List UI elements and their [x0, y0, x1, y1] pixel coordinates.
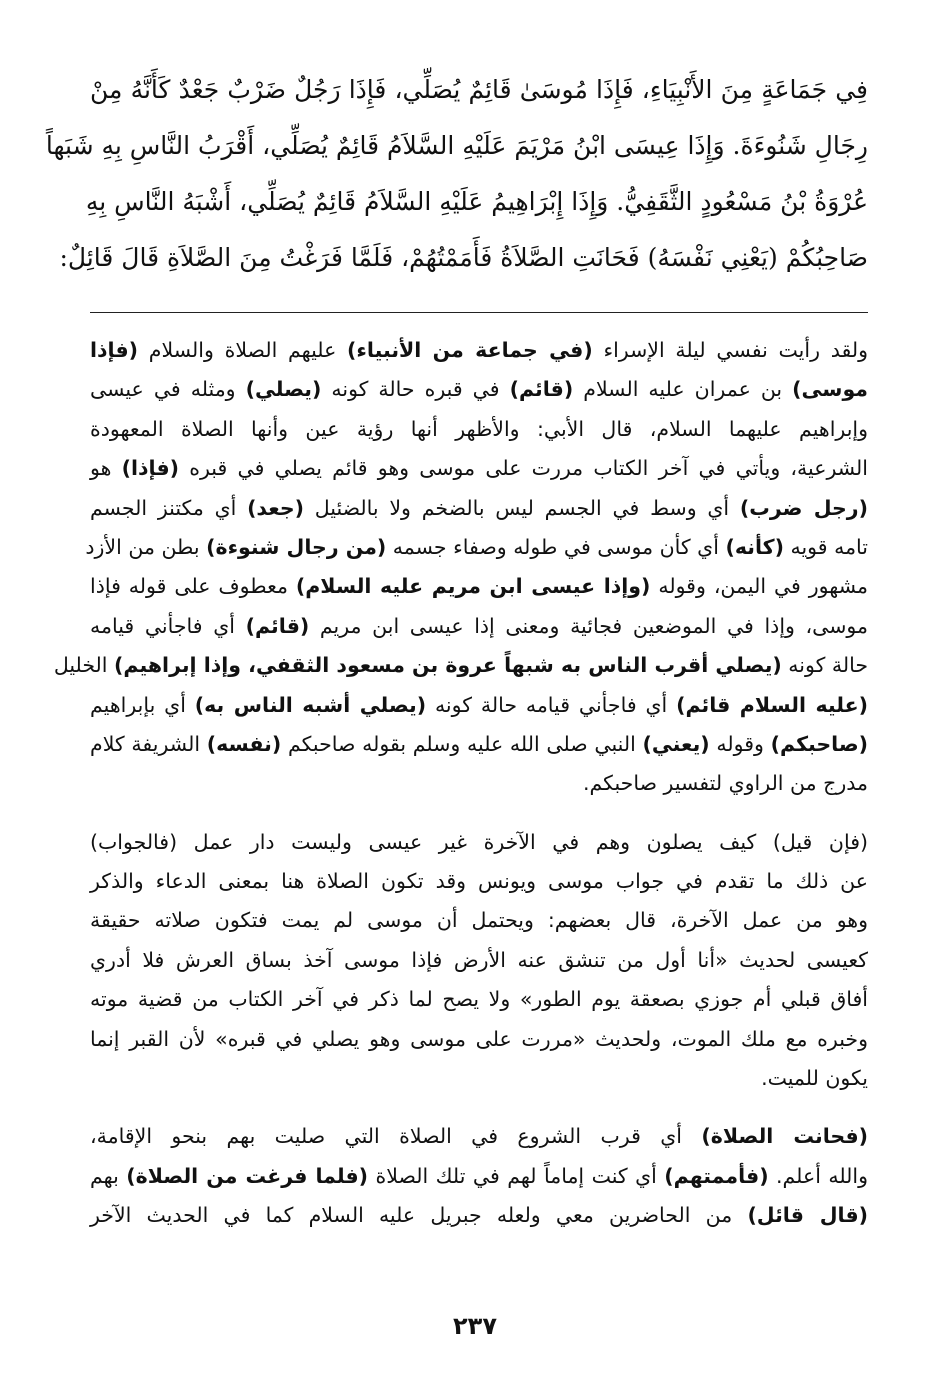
text-run: أي وسط في الجسم ليس بالضخم ولا بالضئيل: [304, 495, 740, 520]
quoted-phrase: (فأممتهم): [664, 1163, 769, 1188]
commentary-line: [90, 686, 868, 725]
text-run: مدرج من الراوي لتفسير صاحبكم.: [583, 771, 868, 796]
quoted-phrase: (جعد): [247, 495, 304, 520]
quoted-phrase: (من رجال شنوءة): [206, 534, 387, 559]
text-run: ومثله في عيسى: [90, 377, 246, 402]
text-run: وقوله: [709, 731, 771, 756]
text-run: في قبره حالة كونه: [321, 377, 510, 402]
quoted-phrase: (فلما فرغت من الصلاة): [126, 1163, 369, 1188]
commentary-line: [90, 1117, 868, 1156]
hadith-line: عُرْوَةُ بْنُ مَسْعُودٍ الثَّقَفِيُّ. وَإِذَا إِبْرَاهِيمُ عَلَيْهِ السَّلاَمُ قَائِمٌ يُصَلِّي، أَشْبَهُ النَّاسِ بِهِ: [85, 187, 868, 216]
paragraph-gap: [90, 804, 868, 823]
quoted-phrase: (قائم): [245, 613, 310, 638]
commentary-paragraph-2: [90, 823, 868, 1099]
commentary: [53, 331, 869, 1236]
quoted-phrase: (يصلي): [245, 377, 322, 402]
commentary-line: وهو من عمل الآخرة، قال بعضهم: ويحتمل أن موسى لم يمت فتكون صلاته حقيقة: [90, 908, 868, 933]
quoted-phrase: (وإذا عيسى ابن مريم عليه السلام): [295, 574, 651, 599]
text-run: حالة كونه: [781, 653, 868, 678]
text-run: أي فاجأني قيامه حالة كونه: [426, 692, 677, 717]
quoted-phrase: موسى): [792, 377, 868, 402]
text-run: الخليل: [53, 653, 115, 678]
commentary-paragraph-3: [90, 1117, 868, 1235]
text-run: أي فاجأني قيامه: [90, 613, 246, 638]
quoted-phrase: (كأنه): [725, 534, 784, 559]
hadith-line: صَاحِبُكُمْ (يَعْنِي نَفْسَهُ) فَحَانَتِ الصَّلاَةُ فَأَمَمْتُهُمْ، فَلَمَّا فَرَغْتُ مِنَ الصَّلاَةِ قَالَ قَائِلٌ:: [59, 243, 868, 272]
commentary-line: [90, 567, 868, 606]
commentary-line: [90, 725, 868, 764]
text-run: معطوف على قوله فإذا: [90, 574, 296, 599]
text-run: والله أعلم.: [768, 1163, 868, 1188]
commentary-line: (فإن قيل) كيف يصلون وهم في الآخرة غير عيسى وليست دار عمل (فالجواب): [90, 829, 868, 854]
quoted-phrase: (نفسه): [206, 731, 282, 756]
quoted-phrase: (قال قائل): [747, 1203, 869, 1228]
commentary-line: [90, 1157, 868, 1196]
commentary-line: يكون للميت.: [761, 1066, 868, 1091]
hadith-line: رِجَالِ شَنُوءَةَ. وَإِذَا عِيسَى ابْنُ مَرْيَمَ عَلَيْهِ السَّلاَمُ قَائِمٌ يُصَلِّي، أَقْرَبُ النَّاسِ بِهِ شَبَهاً: [45, 131, 868, 160]
text-run: بهم: [90, 1163, 127, 1188]
quoted-phrase: (صاحبكم): [770, 731, 869, 756]
commentary-line: [85, 528, 868, 567]
quoted-phrase: (رجل ضرب): [739, 495, 868, 520]
text-run: بطن من الأزد: [85, 534, 207, 559]
text-run: أي كنت إماماً لهم في تلك الصلاة: [368, 1163, 665, 1188]
quoted-phrase: (فإذا: [90, 338, 139, 362]
commentary-line: [90, 489, 868, 528]
paragraph-gap: [90, 1098, 868, 1117]
text-run: أي كأن موسى في طوله وصفاء جسمه: [386, 534, 726, 559]
commentary-line: [90, 370, 868, 409]
text-run: الشرعية، ويأتي في آخر الكتاب مررت على موسى وهو قائم يصلي في قبره: [179, 456, 868, 481]
text-run: أي مكتنز الجسم: [90, 495, 248, 520]
text-run: تامه قويه: [783, 534, 868, 559]
section-divider: [90, 312, 868, 313]
commentary-line: [53, 646, 868, 685]
text-run: هو: [90, 456, 122, 481]
text-run: أي بإبراهيم: [90, 692, 195, 717]
hadith-line: فِي جَمَاعَةٍ مِنَ الأَنْبِيَاءِ، فَإِذَا مُوسَىٰ قَائِمٌ يُصَلِّي، فَإِذَا رَجُلٌ ضَرْبٌ جَعْدٌ كَأَنَّهُ مِنْ: [90, 75, 868, 104]
text-run: موسى، وإذا في الموضعين فجائية ومعنى إذا عيسى ابن مريم: [309, 613, 868, 638]
text-run: عليهم الصلاة والسلام: [138, 338, 348, 362]
text-run: بن عمران عليه السلام: [573, 377, 793, 402]
quoted-phrase: (يعني): [642, 731, 710, 756]
commentary-line: [90, 1196, 868, 1235]
commentary-line: [90, 449, 868, 488]
quoted-phrase: (يصلي أشبه الناس به): [194, 692, 427, 717]
quoted-phrase: (فحانت الصلاة): [701, 1124, 868, 1149]
commentary-line: أفاق قبلي أم جوزي بصعقة يوم الطور» ولا يصح لما ذكر في آخر الكتاب من قضية موته: [90, 987, 868, 1012]
commentary-line: [90, 331, 868, 370]
commentary-line: عن ذلك ما تقدم في جواب موسى ويونس وقد تكون الصلاة هنا بمعنى الدعاء والذكر: [90, 869, 868, 894]
text-run: الشريفة كلام: [90, 731, 207, 756]
commentary-paragraph-1: [53, 331, 869, 804]
hadith-text: [45, 62, 868, 286]
quoted-phrase: (قائم): [509, 377, 574, 402]
commentary-line: [90, 764, 868, 803]
text-run: أي قرب الشروع في الصلاة التي صليت بهم بنحو الإقامة،: [90, 1124, 702, 1149]
page-number: ٢٣٧: [453, 1312, 497, 1340]
commentary-line: كعيسى لحديث «أنا أول من تنشق عنه الأرض فإذا موسى آخذ بساق العرش فلا أدري: [90, 947, 868, 972]
commentary-line: [90, 607, 868, 646]
text-run: من الحاضرين معي ولعله جبريل عليه السلام كما في الحديث الآخر: [90, 1203, 748, 1228]
quoted-phrase: (يصلي أقرب الناس به شبهاً عروة بن مسعود الثقفي، وإذا إبراهيم): [114, 653, 782, 678]
text-run: وإبراهيم عليهما السلام، قال الأبي: والأظهر أنها رؤية عين وأنها الصلاة المعهودة: [90, 416, 868, 441]
quoted-phrase: (في جماعة من الأنبياء): [347, 338, 593, 362]
text-run: النبي صلى الله عليه وسلم بقوله صاحبكم: [281, 731, 643, 756]
commentary-line: [90, 410, 868, 449]
quoted-phrase: (عليه السلام قائم): [676, 692, 868, 717]
text-run: مشهور في اليمن، وقوله: [650, 574, 868, 599]
text-run: ولقد رأيت نفسي ليلة الإسراء: [592, 338, 868, 362]
commentary-line: وخبره مع ملك الموت، ولحديث «مررت على موسى وهو يصلي في قبره» لأن القبر إنما: [90, 1026, 868, 1051]
quoted-phrase: (فإذا): [121, 456, 180, 481]
